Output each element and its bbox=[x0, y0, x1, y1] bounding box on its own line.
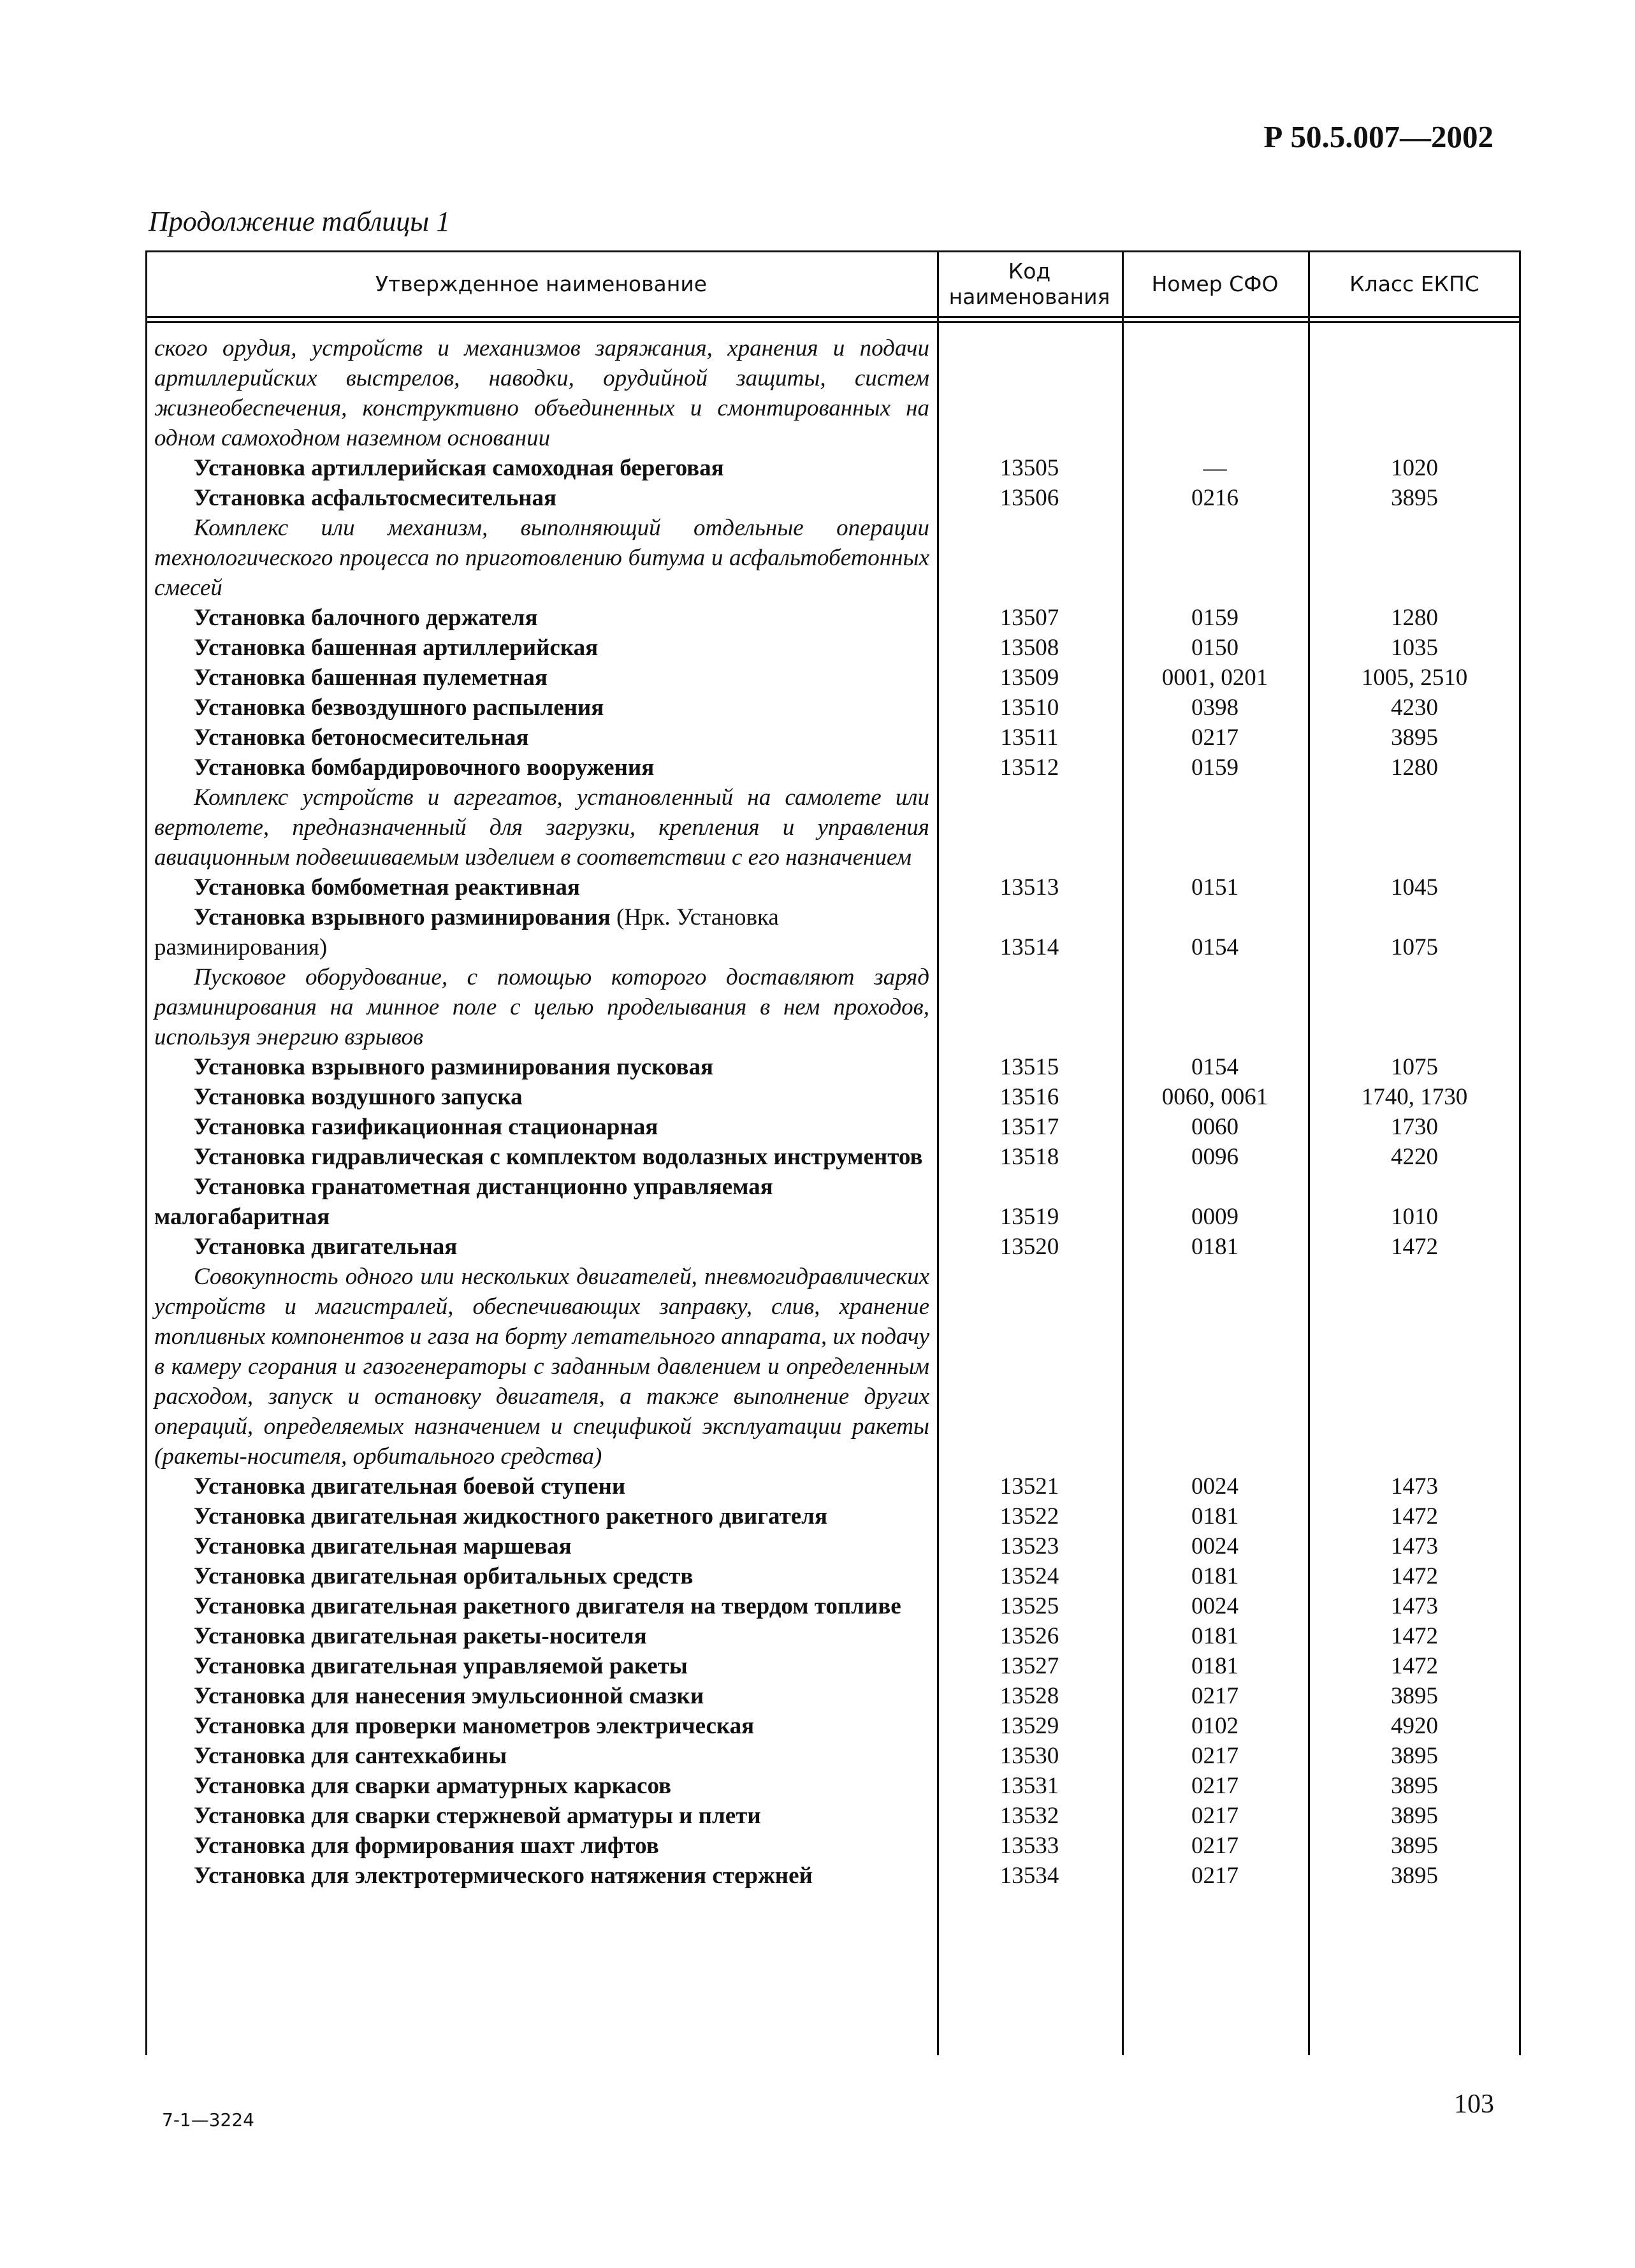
code-cell: 13507 bbox=[999, 605, 1059, 631]
name-text: Установка газификационная стационарная bbox=[194, 1114, 658, 1140]
code-cell: 13511 bbox=[1000, 725, 1059, 751]
sfo-cell: 0181 bbox=[1191, 1653, 1239, 1679]
ekps-cell: 1472 bbox=[1391, 1653, 1438, 1679]
item-name bbox=[145, 693, 937, 723]
item-name bbox=[145, 902, 937, 962]
name-text: Установка гранатометная дистанционно управляемая малогабаритная bbox=[154, 1174, 773, 1230]
page-number: 103 bbox=[1454, 2090, 1494, 2119]
name-text: Установка двигательная bbox=[194, 1234, 458, 1260]
item-name bbox=[145, 1621, 937, 1651]
table-row bbox=[145, 1651, 1521, 1681]
item-description bbox=[145, 962, 937, 1052]
sfo-cell: 0216 bbox=[1191, 485, 1239, 511]
item-name bbox=[145, 1681, 937, 1711]
name-text: Установка для сантехкабины bbox=[194, 1743, 507, 1769]
name-text: Установка для сварки арматурных каркасов bbox=[194, 1773, 672, 1799]
item-name bbox=[145, 1651, 937, 1681]
sfo-cell: 0102 bbox=[1191, 1713, 1239, 1739]
ekps-cell: 3895 bbox=[1391, 1683, 1438, 1709]
col-header-name: Утвержденное наименование bbox=[375, 271, 708, 297]
name-text: Установка башенная артиллерийская bbox=[194, 635, 599, 661]
table-row bbox=[145, 872, 1521, 902]
sfo-cell: 0060, 0061 bbox=[1161, 1084, 1268, 1110]
item-name bbox=[145, 1232, 937, 1262]
sfo-cell: 0154 bbox=[1191, 934, 1239, 960]
item-name bbox=[145, 1771, 937, 1801]
code-cell: 13513 bbox=[999, 874, 1059, 900]
description-row bbox=[145, 783, 1521, 872]
code-cell: 13528 bbox=[999, 1683, 1059, 1709]
name-text: ского орудия, устройств и механизмов заряжания, хранения и подачи артиллерийских выстрелов, наводки, орудийной защиты, систем жизнеобеспечения, конструктивно объединенных и смонтированных на одном самоходном наземном основании bbox=[154, 335, 929, 451]
table-row bbox=[145, 1082, 1521, 1112]
ekps-cell: 1473 bbox=[1391, 1473, 1438, 1499]
ekps-cell: 3895 bbox=[1391, 1833, 1438, 1859]
item-description bbox=[145, 513, 937, 603]
ekps-cell: 1472 bbox=[1391, 1563, 1438, 1589]
sfo-cell: 0024 bbox=[1191, 1473, 1239, 1499]
table-row bbox=[145, 1561, 1521, 1591]
table-row bbox=[145, 1172, 1521, 1232]
table-row bbox=[145, 1501, 1521, 1531]
name-note: (Нрк. Установка разминирования) bbox=[154, 904, 779, 960]
name-text: Установка двигательная ракеты-носителя bbox=[194, 1623, 647, 1649]
ekps-cell: 3895 bbox=[1391, 725, 1438, 751]
item-name bbox=[145, 1741, 937, 1771]
item-name bbox=[145, 1801, 937, 1831]
name-text: Комплекс или механизм, выполняющий отдельные операции технологического процесса по приготовлению битума и асфальтобетонных смесей bbox=[154, 515, 929, 601]
header-rule-1 bbox=[145, 316, 1521, 318]
code-cell: 13530 bbox=[999, 1743, 1059, 1769]
ekps-cell: 4920 bbox=[1391, 1713, 1438, 1739]
description-row bbox=[145, 962, 1521, 1052]
item-name bbox=[145, 1471, 937, 1501]
code-cell: 13534 bbox=[999, 1863, 1059, 1889]
col-header-sfo: Номер СФО bbox=[1151, 271, 1279, 297]
sfo-cell: 0217 bbox=[1191, 1683, 1239, 1709]
table-row bbox=[145, 1232, 1521, 1262]
code-cell: 13510 bbox=[999, 695, 1059, 721]
sfo-cell: 0024 bbox=[1191, 1593, 1239, 1619]
ekps-cell: 3895 bbox=[1391, 1773, 1438, 1799]
item-name bbox=[145, 1561, 937, 1591]
code-cell: 13515 bbox=[999, 1054, 1059, 1080]
code-cell: 13520 bbox=[999, 1234, 1059, 1260]
code-cell: 13512 bbox=[999, 755, 1059, 781]
name-text: Установка гидравлическая с комплектом водолазных инструментов bbox=[194, 1144, 923, 1170]
sfo-cell: 0150 bbox=[1191, 635, 1239, 661]
name-text: Установка артиллерийская самоходная береговая bbox=[194, 455, 724, 481]
code-cell: 13522 bbox=[999, 1503, 1059, 1529]
sfo-cell: 0159 bbox=[1191, 605, 1239, 631]
name-text: Установка бетоносмесительная bbox=[194, 725, 529, 751]
name-text: Установка бомбометная реактивная bbox=[194, 874, 580, 900]
name-text: Совокупность одного или нескольких двигателей, пневмогидравлических устройств и магистралей, обеспечивающих заправку, слив, хранение топливных компонентов и газа на борту летательного аппарата, их подачу в камеру сгорания и газогенераторы с заданным давлением и определенным расходом, запуск и остановку двигателя, а также выполнение других операций, определяемых назначением и спецификой эксплуатации ракеты (ракеты-носителя, орбитального средства) bbox=[154, 1264, 929, 1470]
name-text: Установка башенная пулеметная bbox=[194, 665, 548, 691]
sfo-cell: 0217 bbox=[1191, 1833, 1239, 1859]
table-row bbox=[145, 603, 1521, 633]
name-text: Установка двигательная орбитальных средств bbox=[194, 1563, 694, 1589]
table-row bbox=[145, 1861, 1521, 1891]
name-text: Пусковое оборудование, с помощью которого доставляют заряд разминирования на минное поле с целью проделывания в нем проходов, используя энергию взрывов bbox=[154, 964, 929, 1050]
table-row bbox=[145, 483, 1521, 513]
item-name bbox=[145, 633, 937, 663]
item-name bbox=[145, 1082, 937, 1112]
name-text: Установка для нанесения эмульсионной смазки bbox=[194, 1683, 704, 1709]
name-text: Установка безвоздушного распыления bbox=[194, 695, 604, 721]
ekps-cell: 1740, 1730 bbox=[1361, 1084, 1468, 1110]
code-cell: 13532 bbox=[999, 1803, 1059, 1829]
code-cell: 13527 bbox=[999, 1653, 1059, 1679]
sfo-cell: 0181 bbox=[1191, 1503, 1239, 1529]
sfo-cell: 0217 bbox=[1191, 725, 1239, 751]
ekps-cell: 1473 bbox=[1391, 1533, 1438, 1559]
name-text: Установка асфальтосмесительная bbox=[194, 485, 557, 511]
sfo-cell: 0181 bbox=[1191, 1234, 1239, 1260]
item-name bbox=[145, 1831, 937, 1861]
code-cell: 13533 bbox=[999, 1833, 1059, 1859]
table-row bbox=[145, 723, 1521, 753]
code-cell: 13524 bbox=[999, 1563, 1059, 1589]
sfo-cell: 0024 bbox=[1191, 1533, 1239, 1559]
table-row bbox=[145, 1591, 1521, 1621]
item-name bbox=[145, 1531, 937, 1561]
name-text: Установка для сварки стержневой арматуры и плети bbox=[194, 1803, 761, 1829]
item-name bbox=[145, 1591, 937, 1621]
ekps-cell: 1010 bbox=[1391, 1204, 1438, 1230]
table-row bbox=[145, 1531, 1521, 1561]
name-text: Установка двигательная жидкостного ракетного двигателя bbox=[194, 1503, 827, 1529]
data-table bbox=[145, 250, 1521, 2055]
ekps-cell: 1472 bbox=[1391, 1623, 1438, 1649]
table-row bbox=[145, 663, 1521, 693]
ekps-cell: 4230 bbox=[1391, 695, 1438, 721]
code-cell: 13531 bbox=[999, 1773, 1059, 1799]
table-row bbox=[145, 1052, 1521, 1082]
ekps-cell: 1075 bbox=[1391, 1054, 1438, 1080]
code-cell: 13506 bbox=[999, 485, 1059, 511]
item-name bbox=[145, 1112, 937, 1142]
ekps-cell: 3895 bbox=[1391, 1743, 1438, 1769]
table-row bbox=[145, 693, 1521, 723]
name-text: Установка бомбардировочного вооружения bbox=[194, 755, 655, 781]
name-text: Установка двигательная управляемой ракеты bbox=[194, 1653, 688, 1679]
standard-number: Р 50.5.007—2002 bbox=[1263, 119, 1493, 154]
table-row bbox=[145, 1112, 1521, 1142]
code-cell: 13514 bbox=[999, 934, 1059, 960]
code-cell: 13526 bbox=[999, 1623, 1059, 1649]
name-text: Комплекс устройств и агрегатов, установленный на самолете или вертолете, предназначенный для загрузки, крепления и управления авиационным подвешиваемым изделием в соответствии с его назначением bbox=[154, 784, 929, 870]
item-name bbox=[145, 453, 937, 483]
ekps-cell: 1020 bbox=[1391, 455, 1438, 481]
ekps-cell: 1035 bbox=[1391, 635, 1438, 661]
table-row bbox=[145, 1801, 1521, 1831]
item-name bbox=[145, 1172, 937, 1232]
name-text: Установка для формирования шахт лифтов bbox=[194, 1833, 659, 1859]
code-cell: 13529 bbox=[999, 1713, 1059, 1739]
ekps-cell: 1472 bbox=[1391, 1503, 1438, 1529]
code-cell: 13509 bbox=[999, 665, 1059, 691]
item-name bbox=[145, 1711, 937, 1741]
table-row bbox=[145, 1471, 1521, 1501]
sfo-cell: 0181 bbox=[1191, 1623, 1239, 1649]
ekps-cell: 3895 bbox=[1391, 1863, 1438, 1889]
sfo-cell: 0398 bbox=[1191, 695, 1239, 721]
sfo-cell: 0096 bbox=[1191, 1144, 1239, 1170]
code-cell: 13516 bbox=[999, 1084, 1059, 1110]
table-row bbox=[145, 1621, 1521, 1651]
item-name bbox=[145, 1052, 937, 1082]
code-cell: 13505 bbox=[999, 455, 1059, 481]
ekps-cell: 1075 bbox=[1391, 934, 1438, 960]
sfo-cell: 0001, 0201 bbox=[1161, 665, 1268, 691]
name-text: Установка взрывного разминирования bbox=[194, 904, 611, 930]
ekps-cell: 4220 bbox=[1391, 1144, 1438, 1170]
table-row bbox=[145, 1681, 1521, 1711]
sfo-cell: 0159 bbox=[1191, 755, 1239, 781]
sfo-cell: 0151 bbox=[1191, 874, 1239, 900]
sfo-cell: 0009 bbox=[1191, 1204, 1239, 1230]
ekps-cell: 1005, 2510 bbox=[1361, 665, 1468, 691]
code-cell: 13517 bbox=[999, 1114, 1059, 1140]
print-code: 7-1—3224 bbox=[162, 2109, 254, 2130]
sfo-cell: 0217 bbox=[1191, 1743, 1239, 1769]
code-cell: 13518 bbox=[999, 1144, 1059, 1170]
item-name bbox=[145, 1861, 937, 1891]
description-row bbox=[145, 513, 1521, 603]
sfo-cell: 0217 bbox=[1191, 1803, 1239, 1829]
table-row bbox=[145, 1711, 1521, 1741]
table-row bbox=[145, 753, 1521, 783]
table-row bbox=[145, 1771, 1521, 1801]
name-text: Установка двигательная ракетного двигателя на твердом топливе bbox=[194, 1593, 901, 1619]
table-body bbox=[145, 333, 1521, 1891]
table-row bbox=[145, 1831, 1521, 1861]
code-cell: 13508 bbox=[999, 635, 1059, 661]
sfo-cell: — bbox=[1203, 455, 1227, 481]
code-cell: 13519 bbox=[999, 1204, 1059, 1230]
code-cell: 13521 bbox=[999, 1473, 1059, 1499]
item-description bbox=[145, 783, 937, 872]
sfo-cell: 0060 bbox=[1191, 1114, 1239, 1140]
name-text: Установка для проверки манометров электрическая bbox=[194, 1713, 755, 1739]
col-header-ekps: Класс ЕКПС bbox=[1349, 271, 1479, 297]
ekps-cell: 1280 bbox=[1391, 755, 1438, 781]
item-name bbox=[145, 1501, 937, 1531]
item-description bbox=[145, 1262, 937, 1471]
table-row bbox=[145, 1142, 1521, 1172]
name-text: Установка двигательная боевой ступени bbox=[194, 1473, 626, 1499]
ekps-cell: 1045 bbox=[1391, 874, 1438, 900]
description-row bbox=[145, 333, 1521, 453]
name-text: Установка балочного держателя bbox=[194, 605, 538, 631]
table-row bbox=[145, 633, 1521, 663]
description-row bbox=[145, 1262, 1521, 1471]
code-cell: 13523 bbox=[999, 1533, 1059, 1559]
sfo-cell: 0154 bbox=[1191, 1054, 1239, 1080]
item-name bbox=[145, 1142, 937, 1172]
code-cell: 13525 bbox=[999, 1593, 1059, 1619]
name-text: Установка двигательная маршевая bbox=[194, 1533, 572, 1559]
item-name bbox=[145, 753, 937, 783]
sfo-cell: 0217 bbox=[1191, 1863, 1239, 1889]
item-name bbox=[145, 872, 937, 902]
table-row bbox=[145, 1741, 1521, 1771]
ekps-cell: 3895 bbox=[1391, 485, 1438, 511]
item-name bbox=[145, 723, 937, 753]
table-row bbox=[145, 453, 1521, 483]
ekps-cell: 1280 bbox=[1391, 605, 1438, 631]
name-text: Установка для электротермического натяжения стержней bbox=[194, 1863, 813, 1889]
ekps-cell: 1473 bbox=[1391, 1593, 1438, 1619]
table-row bbox=[145, 902, 1521, 962]
item-name bbox=[145, 483, 937, 513]
name-text: Установка воздушного запуска bbox=[194, 1084, 523, 1110]
item-name bbox=[145, 603, 937, 633]
sfo-cell: 0217 bbox=[1191, 1773, 1239, 1799]
item-name bbox=[145, 663, 937, 693]
item-description bbox=[145, 333, 937, 453]
col-header-code: Код наименования bbox=[948, 259, 1110, 309]
sfo-cell: 0181 bbox=[1191, 1563, 1239, 1589]
ekps-cell: 3895 bbox=[1391, 1803, 1438, 1829]
ekps-cell: 1472 bbox=[1391, 1234, 1438, 1260]
header-rule-2 bbox=[145, 321, 1521, 323]
table-caption: Продолжение таблицы 1 bbox=[149, 206, 451, 237]
ekps-cell: 1730 bbox=[1391, 1114, 1438, 1140]
name-text: Установка взрывного разминирования пусковая bbox=[194, 1054, 713, 1080]
